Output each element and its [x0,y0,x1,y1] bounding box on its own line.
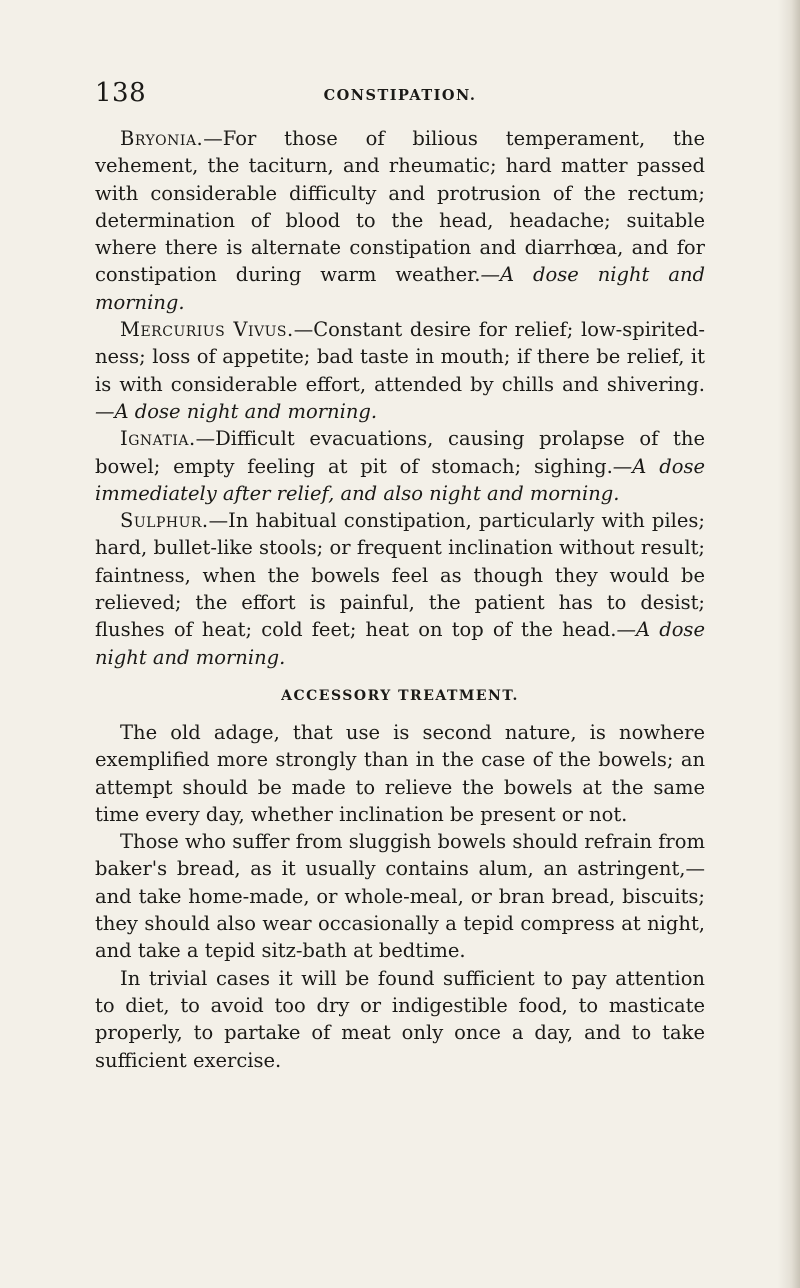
running-title: CONSTIPATION. [323,87,477,104]
body-text [95,125,705,1074]
remedy-name: Mercurius Vivus. [120,318,294,342]
paragraph: The old adage, that use is second nature, is nowhere exemplified more strongly than in the case of the bowels; an attempt should be made to relieve the bowels at the same time every day, whether inclination be present or not. [95,720,705,826]
remedy-description: —Constant desire for relief; low-spiritedness; loss of appetite; bad taste in mouth; if there be relief, it is with considerable effort, attended by chills and shivering. [95,318,705,396]
remedy-description: —Difficult evacuations, causing prolapse of the bowel; empty feeling at pit of stomach; sighing. [95,427,705,478]
page-header [95,78,705,118]
remedy-dose: —A dose night and morning. [95,263,705,314]
page-number: 138 [95,78,147,108]
remedy-dose: —A dose night and morning. [95,399,378,423]
remedy-description: —In habitual constipation, particularly with piles; hard, bullet-like stools; or frequent inclination without result; faintness, when the bowels feel as though they would be relieved; the effort is painful, the patient has to desist; flushes of heat; cold feet; heat on top of the head. [95,509,705,642]
section-heading: ACCESSORY TREATMENT. [281,687,519,704]
remedy-entry-sulphur [95,507,705,671]
remedy-entry-mercurius-vivus [95,316,705,425]
remedy-entry-bryonia [95,125,705,316]
remedy-name: Sulphur. [120,509,209,533]
remedy-dose: —A dose night and morning. [95,618,705,669]
page-edge-shadow [778,0,800,1288]
remedy-dose: —A dose immediately after relief, and also night and morning. [95,454,705,505]
paragraph: In trivial cases it will be found sufficient to pay attention to diet, to avoid too dry or indigestible food, to masticate properly, to partake of meat only once a day, and to take sufficient exercise. [95,966,705,1072]
remedy-entry-ignatia [95,425,705,507]
remedy-name: Ignatia. [120,427,196,451]
remedy-description: —For those of bilious temperament, the vehement, the taciturn, and rheumatic; hard matter passed with considerable difficulty and protrusion of the rectum; determination of blood to the head, headache; suitable where there is alternate constipation and diarrhœa, and for constipation during warm weather. [95,127,705,287]
remedy-name: Bryonia. [120,127,204,150]
paragraph: Those who suffer from sluggish bowels should refrain from baker's bread, as it usually contains alum, an astringent,—and take home-made, or whole-meal, or bran bread, biscuits; they should also wear occasionally a tepid compress at night, and take a tepid sitz-bath at bedtime. [95,830,705,963]
